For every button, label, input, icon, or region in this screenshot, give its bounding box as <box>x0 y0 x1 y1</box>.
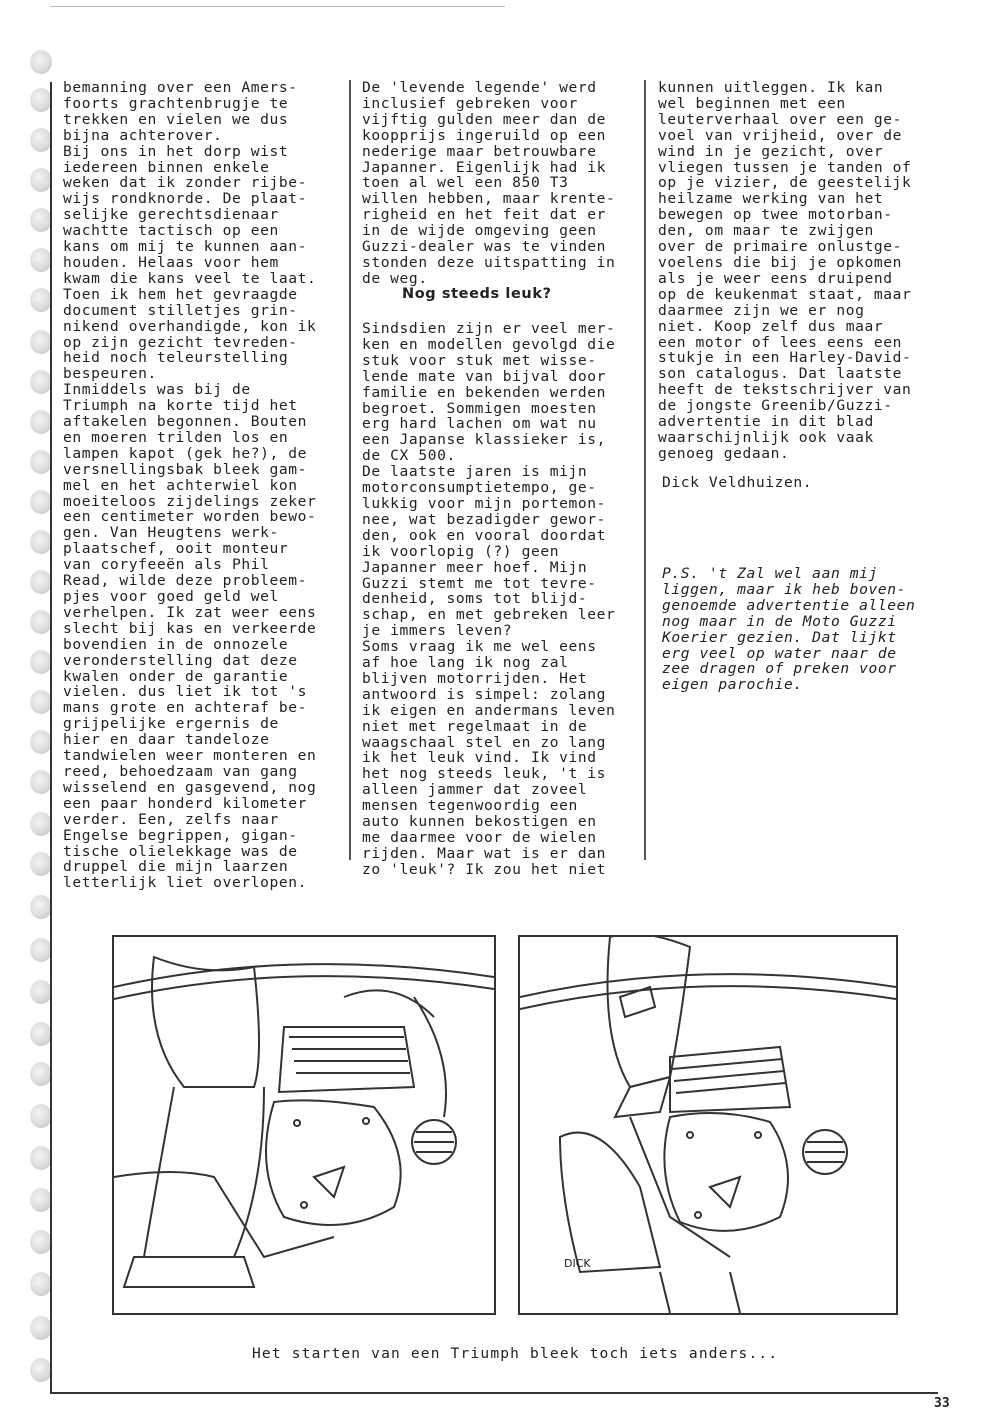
binding-ring <box>30 570 52 594</box>
binding-ring <box>30 938 52 962</box>
illustration-right <box>518 935 898 1315</box>
binding-ring <box>30 128 52 152</box>
binding-ring <box>30 650 52 674</box>
binding-ring <box>30 1188 52 1212</box>
binding-ring <box>30 208 52 232</box>
binding-ring <box>30 490 52 514</box>
binding-ring <box>30 812 52 836</box>
top-rule <box>50 6 505 7</box>
binding-ring <box>30 690 52 714</box>
binding-ring <box>30 1358 52 1382</box>
binding-ring <box>30 610 52 634</box>
binding-ring <box>30 450 52 474</box>
binding-ring <box>30 730 52 754</box>
illustration-left <box>112 935 496 1315</box>
binding-ring <box>30 1062 52 1086</box>
artist-signature: DICK <box>564 1257 591 1270</box>
binding-ring <box>30 168 52 192</box>
article-column-2-bottom: Sindsdien zijn er veel mer- ken en modellen gevolgd die stuk voor stuk met wisse- lende mate van bijval door familie en bekenden werden begroet. Sommigen moesten erg hard lachen om wat nu een Japanse klassieker is, de CX 500. De laatste jaren is mijn motorconsumptietempo, ge- lukkig voor mijn portemon- nee, wat bezadigder gewor- den, ook en vooral doordat ik voorlopig (?) geen Japanner meer hoef. Mijn Guzzi stemt me tot tevre- denheid, soms tot blijd- schap, en met gebreken leer je immers leven? Soms vraag ik me wel eens af hoe lang ik nog zal blijven motorrijden. Het antwoord is simpel: zolang ik eigen en andermans leven niet met regelmaat in de waagschaal stel en zo lang ik het leuk vind. Ik vind het nog steeds leuk, 't is alleen jammer dat zoveel mensen tegenwoordig een auto kunnen bekostigen en me daarmee voor de wielen rijden. Maar wat is er dan zo 'leuk'? Ik zou het niet <box>362 321 616 878</box>
postscript: P.S. 't Zal wel aan mij liggen, maar ik heb boven- genoemde advertentie alleen nog maar in de Moto Guzzi Koerier gezien. Dat lijkt erg veel op water naar de zee dragen of preken voor eigen parochie. <box>662 566 916 694</box>
binding-ring <box>30 1146 52 1170</box>
binding-ring <box>30 530 52 554</box>
binding-ring <box>30 1316 52 1340</box>
binding-ring <box>30 330 52 354</box>
binding-ring <box>30 980 52 1004</box>
article-column-3: kunnen uitleggen. Ik kan wel beginnen met een leuterverhaal over een ge- voel van vrijheid, over de wind in je gezicht, over vliegen tussen je tanden of op je vizier, de geestelijk heilzame werking van het bewegen op twee motorban- den, om maar te zwijgen over de primaire onlustge- voelens die bij je opkomen als je weer eens druipend op de keukenmat staat, maar daarmee zijn we er nog niet. Koop zelf dus maar een motor of lees eens een stukje in een Harley-David- son catalogus. Dat laatste heeft de tekstschrijver van de jongste Greenib/Guzzi- advertentie in dit blad waarschijnlijk ook vaak genoeg gedaan. <box>658 80 912 462</box>
binding-ring <box>30 770 52 794</box>
article-column-1: bemanning over een Amers- foorts grachtenbrugje te trekken en vielen we dus bijna achterover. Bij ons in het dorp wist iedereen binnen enkele weken dat ik zonder rijbe- wijs rondknorde. De plaat- selijke gerechtsdienaar wachtte tactisch op een kans om mij te kunnen aan- houden. Helaas voor hem kwam die kans veel te laat. Toen ik hem het gevraagde document stilletjes grin- nikend overhandigde, kon ik op zijn gezicht tevreden- heid noch teleurstelling bespeuren. Inmiddels was bij de Triumph na korte tijd het aftakelen begonnen. Bouten en moeren trilden los en lampen kapot (gek he?), de versnellingsbak bleek gam- mel en het achterwiel kon moeiteloos zijdelings zeker een centimeter worden bewo- gen. Van Heugtens werk- plaatschef, ooit monteur van coryfeeën als Phil Read, wilde deze probleem- pjes voor goed geld wel verhelpen. Ik zat weer eens slecht bij kas en verkeerde bovendien in de onnozele veronderstelling dat deze kwalen onder de garantie vielen. dus liet ik tot 's mans grote en achteraf be- grijpelijke ergernis de hier en daar tandeloze tandwielen weer monteren en reed, behoedzaam van gang wisselend en gasgevend, nog een paar honderd kilometer verder. Een, zelfs naar Engelse begrippen, gigan- tische olielekkage was de druppel die mijn laarzen letterlijk liet overlopen. <box>63 80 317 892</box>
binding-ring <box>30 1022 52 1046</box>
binding-ring <box>30 1272 52 1296</box>
binding-ring <box>30 1230 52 1254</box>
binding-ring <box>30 852 52 876</box>
binding-ring <box>30 370 52 394</box>
column-divider <box>349 80 351 860</box>
binding-ring <box>30 288 52 312</box>
column-divider <box>644 80 646 860</box>
article-column-2-top: De 'levende legende' werd inclusief gebreken voor vijftig gulden meer dan de koopprijs ingeruild op een nederige maar betrouwbare Japanner. Eigenlijk had ik toen al wel een 850 T3 willen hebben, maar krente- righeid en het feit dat er in de wijde omgeving geen Guzzi-dealer was te vinden stonden deze uitspatting in de weg. <box>362 80 616 287</box>
illustration-caption: Het starten van een Triumph bleek toch iets anders... <box>252 1346 779 1362</box>
motorcycle-drawing-left <box>114 937 494 1313</box>
section-heading: Nog steeds leuk? <box>402 286 552 302</box>
author-signature: Dick Veldhuizen. <box>662 475 813 491</box>
binding-ring <box>30 50 52 74</box>
spiral-binding <box>30 40 52 1400</box>
binding-ring <box>30 895 52 919</box>
bottom-rule <box>50 1392 938 1394</box>
page-number: 33 <box>934 1396 950 1411</box>
binding-ring <box>30 248 52 272</box>
binding-ring <box>30 88 52 112</box>
page-edge-line <box>50 82 52 1392</box>
binding-ring <box>30 1104 52 1128</box>
binding-ring <box>30 410 52 434</box>
